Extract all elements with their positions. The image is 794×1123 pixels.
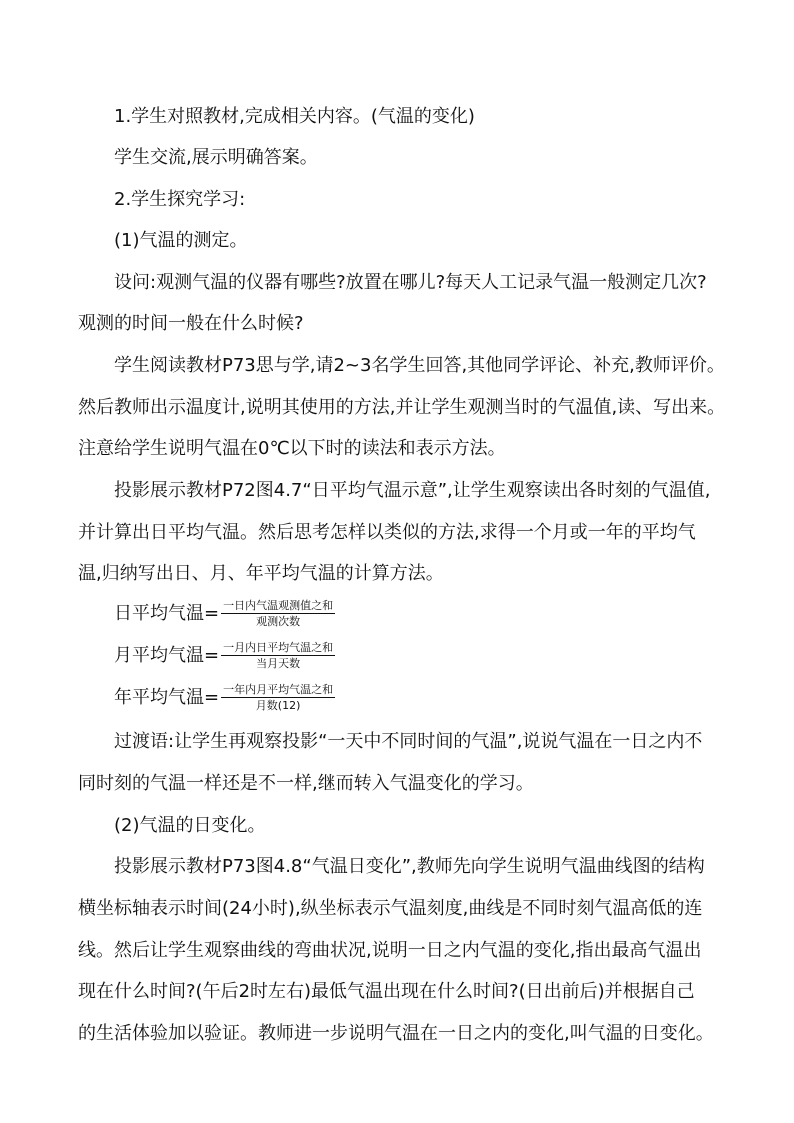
question-paragraph-line: 观测的时间一般在什么时候? bbox=[78, 313, 304, 334]
item-1-text: 1.学生对照教材,完成相关内容。(气温的变化) bbox=[114, 106, 475, 127]
question-paragraph-line: 设问:观测气温的仪器有哪些?放置在哪儿?每天人工记录气温一般测定几次? bbox=[114, 272, 707, 293]
formula-numerator: 一年内月平均气温之和 bbox=[223, 683, 334, 696]
reading-paragraph-line: 然后教师出示温度计,说明其使用的方法,并让学生观测当时的气温值,读、写出来。 bbox=[78, 397, 726, 418]
transition-paragraph-line: 同时刻的气温一样还是不一样,继而转入气温变化的学习。 bbox=[78, 773, 534, 794]
formula-denominator: 观测次数 bbox=[256, 615, 301, 628]
formula-label: 年平均气温= bbox=[114, 686, 220, 708]
daily-average-formula bbox=[114, 599, 335, 628]
formula-fraction bbox=[221, 641, 335, 670]
projection-paragraph-line: 并计算出日平均气温。然后思考怎样以类似的方法,求得一个月或一年的平均气 bbox=[78, 522, 696, 543]
daily-change-paragraph-line: 线。然后让学生观察曲线的弯曲状况,说明一日之内气温的变化,指出最高气温出 bbox=[78, 940, 702, 961]
reading-paragraph-line: 学生阅读教材P73思与学,请2~3名学生回答,其他同学评论、补充,教师评价。 bbox=[114, 355, 725, 376]
projection-paragraph-line: 投影展示教材P72图4.7“日平均气温示意”,让学生观察读出各时刻的气温值, bbox=[114, 480, 711, 501]
section-2-heading: 2.学生探究学习: bbox=[114, 189, 246, 210]
projection-paragraph-line: 温,归纳写出日、月、年平均气温的计算方法。 bbox=[78, 563, 444, 584]
monthly-average-formula bbox=[114, 641, 335, 670]
daily-change-paragraph-line: 的生活体验加以验证。教师进一步说明气温在一日之内的变化,叫气温的日变化。 bbox=[78, 1023, 714, 1044]
item-1-followup: 学生交流,展示明确答案。 bbox=[114, 147, 318, 168]
formula-label: 日平均气温= bbox=[114, 602, 220, 624]
formula-numerator: 一月内日平均气温之和 bbox=[223, 641, 334, 654]
daily-change-paragraph-line: 横坐标轴表示时间(24小时),纵坐标表示气温刻度,曲线是不同时刻气温高低的连 bbox=[78, 898, 703, 919]
formula-numerator: 一日内气温观测值之和 bbox=[223, 599, 334, 612]
yearly-average-formula bbox=[114, 683, 335, 712]
subsection-1-heading: (1)气温的测定。 bbox=[114, 230, 248, 251]
reading-paragraph-line: 注意给学生说明气温在0℃以下时的读法和表示方法。 bbox=[78, 438, 506, 459]
daily-change-paragraph-line: 投影展示教材P73图4.8“气温日变化”,教师先向学生说明气温曲线图的结构 bbox=[114, 856, 705, 877]
formula-denominator: 月数(12) bbox=[255, 699, 301, 712]
transition-paragraph-line: 过渡语:让学生再观察投影“一天中不同时间的气温”,说说气温在一日之内不 bbox=[114, 731, 703, 752]
subsection-2-heading: (2)气温的日变化。 bbox=[114, 815, 266, 836]
daily-change-paragraph-line: 现在什么时间?(午后2时左右)最低气温出现在什么时间?(日出前后)并根据自己 bbox=[78, 981, 695, 1002]
formula-fraction bbox=[221, 599, 335, 628]
formula-denominator: 当月天数 bbox=[256, 657, 301, 670]
formula-fraction bbox=[221, 683, 335, 712]
formula-label: 月平均气温= bbox=[114, 644, 220, 666]
